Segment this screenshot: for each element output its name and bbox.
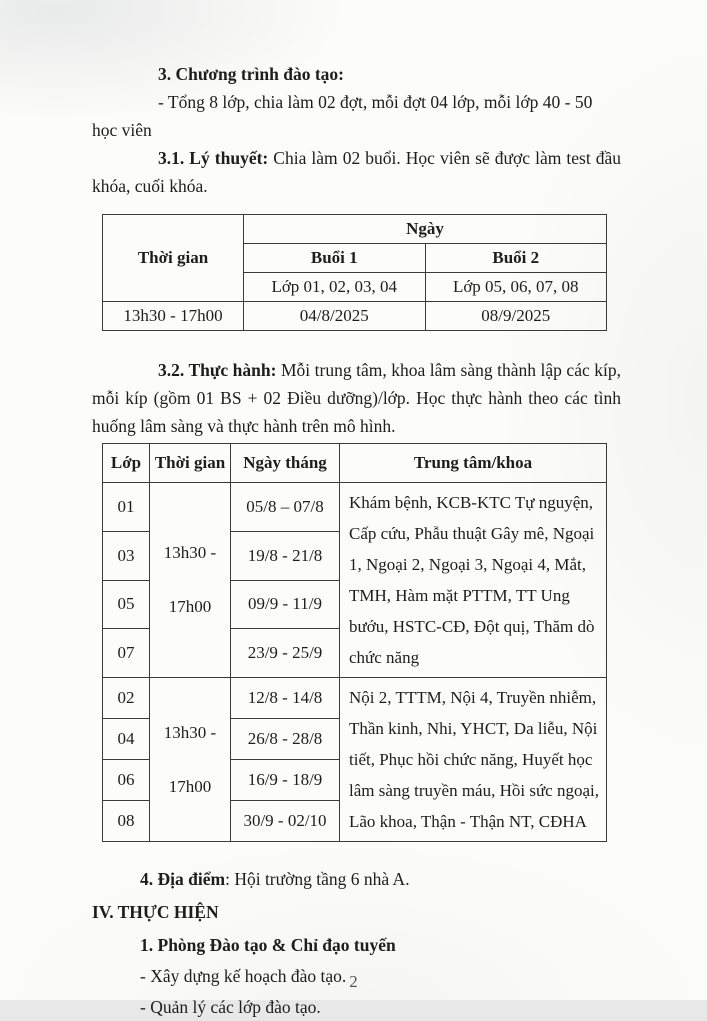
class-number: 06: [103, 760, 150, 801]
theory-label: 3.1. Lý thuyết:: [158, 148, 269, 168]
theory-text: Chia làm 02 buổi. Học viên sẽ được làm test đầu khóa, cuối khóa.: [92, 148, 622, 196]
table-row: [103, 678, 607, 719]
session1-header: Buổi 1: [244, 244, 426, 273]
class-dates: 26/8 - 28/8: [231, 719, 340, 760]
theory-paragraph: [92, 144, 621, 200]
location-label: 4. Địa điểm: [140, 869, 226, 889]
class-dates: 16/9 - 18/9: [231, 760, 340, 801]
session-time: 13h30 - 17h00: [103, 302, 244, 331]
class-number: 02: [103, 678, 150, 719]
class-dates: 23/9 - 25/9: [231, 629, 340, 678]
class-number: 07: [103, 629, 150, 678]
class-dates: 19/8 - 21/8: [231, 531, 340, 580]
table-row: [103, 302, 607, 331]
block1-departments: Khám bệnh, KCB-KTC Tự nguyện, Cấp cứu, Phẫu thuật Gây mê, Ngoại 1, Ngoại 2, Ngoại 3, Ngoại 4, Mắt, TMH, Hàm mặt PTTM, TT Ung bướu, HSTC-CĐ, Đột quị, Thăm dò chức năng: [340, 483, 607, 678]
practice-label: 3.2. Thực hành:: [158, 360, 277, 380]
session2-date: 08/9/2025: [425, 302, 607, 331]
training-program-heading: 3. Chương trình đào tạo:: [158, 64, 344, 84]
practice-paragraph: [92, 356, 621, 440]
block2-time: 13h30 - 17h00: [150, 678, 231, 842]
table-row: [103, 215, 607, 244]
day-header: Ngày: [244, 215, 607, 244]
block1-time: 13h30 - 17h00: [150, 483, 231, 678]
session2-classes: Lớp 05, 06, 07, 08: [425, 273, 607, 302]
session1-classes: Lớp 01, 02, 03, 04: [244, 273, 426, 302]
class-number: 01: [103, 483, 150, 532]
class-number: 05: [103, 580, 150, 629]
implementation-item: - Xây dựng kế hoạch đào tạo.: [140, 966, 347, 986]
implementation-item: - Quản lý các lớp đào tạo.: [140, 997, 321, 1017]
class-dates: 09/9 - 11/9: [231, 580, 340, 629]
page-number: 2: [349, 972, 358, 991]
location-text: : Hội trường tầng 6 nhà A.: [225, 869, 410, 889]
class-dates: 30/9 - 02/10: [231, 801, 340, 842]
time-column-header: Thời gian: [103, 215, 244, 302]
class-column-header: Lớp: [103, 444, 150, 483]
class-number: 08: [103, 801, 150, 842]
class-dates: 12/8 - 14/8: [231, 678, 340, 719]
practice-text: Mỗi trung tâm, khoa lâm sàng thành lập các kíp, mỗi kíp (gồm 01 BS + 02 Điều dưỡng)/lớp. Học thực hành theo các tình huống lâm sàng và thực hành trên mô hình.: [92, 360, 621, 436]
department-column-header: Trung tâm/khoa: [340, 444, 607, 483]
table-row: [103, 483, 607, 532]
date-column-header: Ngày tháng: [231, 444, 340, 483]
theory-schedule-table: [102, 214, 607, 331]
class-number: 03: [103, 531, 150, 580]
class-number: 04: [103, 719, 150, 760]
location-paragraph: [92, 865, 621, 893]
training-program-summary: - Tổng 8 lớp, chia làm 02 đợt, mỗi đợt 04 lớp, mỗi lớp 40 - 50 học viên: [92, 92, 593, 140]
session2-header: Buổi 2: [425, 244, 607, 273]
implementation-section: [92, 865, 621, 1021]
class-dates: 05/8 – 07/8: [231, 483, 340, 532]
practice-schedule-table: [102, 443, 607, 842]
time-column-header: Thời gian: [150, 444, 231, 483]
session1-date: 04/8/2025: [244, 302, 426, 331]
implementation-heading: IV. THỰC HIỆN: [92, 902, 219, 922]
training-dept-heading: 1. Phòng Đào tạo & Chỉ đạo tuyến: [140, 935, 396, 955]
table-header-row: [103, 444, 607, 483]
block2-departments: Nội 2, TTTM, Nội 4, Truyền nhiễm, Thần kinh, Nhi, YHCT, Da liễu, Nội tiết, Phục hồi chức năng, Huyết học lâm sàng truyền máu, Hồi sức ngoại, Lão khoa, Thận - Thận NT, CĐHA: [340, 678, 607, 842]
